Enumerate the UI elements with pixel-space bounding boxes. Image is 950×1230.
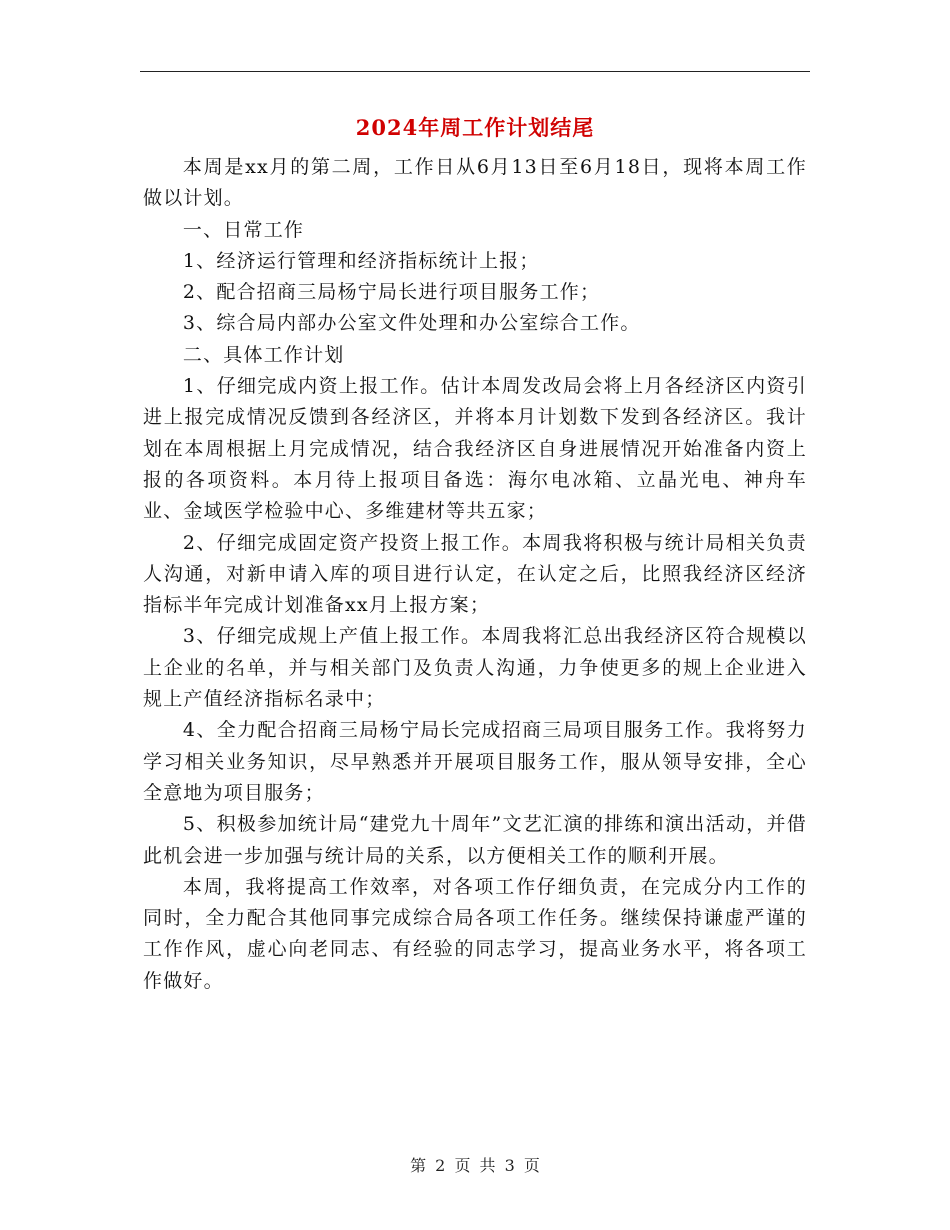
plan-item: 4、全力配合招商三局杨宁局长完成招商三局项目服务工作。我将努力学习相关业务知识，尽早熟悉并开展项目服务工作，服从领导安排，全心全意地为项目服务； (143, 719, 807, 804)
plan-item: 5、积极参加统计局“建党九十周年”文艺汇演的排练和演出活动，并借此机会进一步加强与统计局的关系，以方便相关工作的顺利开展。 (143, 813, 807, 867)
paragraph-intro: 本周是xx月的第二周，工作日从6月13日至6月18日，现将本周工作做以计划。 (143, 156, 807, 210)
page-footer: 第 2 页 共 3 页 (410, 1156, 540, 1175)
list-item: 1、经济运行管理和经济指标统计上报； (182, 249, 540, 272)
header-rule (140, 71, 810, 72)
paragraph-conclusion: 本周，我将提高工作效率，对各项工作仔细负责，在完成分内工作的同时，全力配合其他同事完成综合局各项工作任务。继续保持谦虚严谨的工作作风，虚心向老同志、有经验的同志学习，提高业务水平，将各项工作做好。 (143, 875, 807, 992)
document-body (143, 152, 807, 997)
plan-item: 1、仔细完成内资上报工作。估计本周发改局会将上月各经济区内资引进上报完成情况反馈到各经济区，并将本月计划数下发到各经济区。我计划在本周根据上月完成情况，结合我经济区自身进展情况开始准备内资上报的各项资料。本月待上报项目备选：海尔电冰箱、立晶光电、神舟车业、金域医学检验中心、多维建材等共五家； (143, 375, 807, 523)
section-heading-daily-work: 一、日常工作 (182, 218, 305, 241)
section-heading-specific-plan: 二、具体工作计划 (182, 343, 345, 366)
document-title: 2024年周工作计划结尾 (355, 115, 595, 140)
list-item: 2、配合招商三局杨宁局长进行项目服务工作； (182, 281, 601, 304)
list-item: 3、综合局内部办公室文件处理和办公室综合工作。 (182, 312, 641, 335)
plan-item: 2、仔细完成固定资产投资上报工作。本周我将积极与统计局相关负责人沟通，对新申请入库的项目进行认定，在认定之后，比照我经济区经济指标半年完成计划准备xx月上报方案； (143, 531, 807, 617)
plan-item: 3、仔细完成规上产值上报工作。本周我将汇总出我经济区符合规模以上企业的名单，并与相关部门及负责人沟通，力争使更多的规上企业进入规上产值经济指标名录中； (143, 625, 807, 711)
